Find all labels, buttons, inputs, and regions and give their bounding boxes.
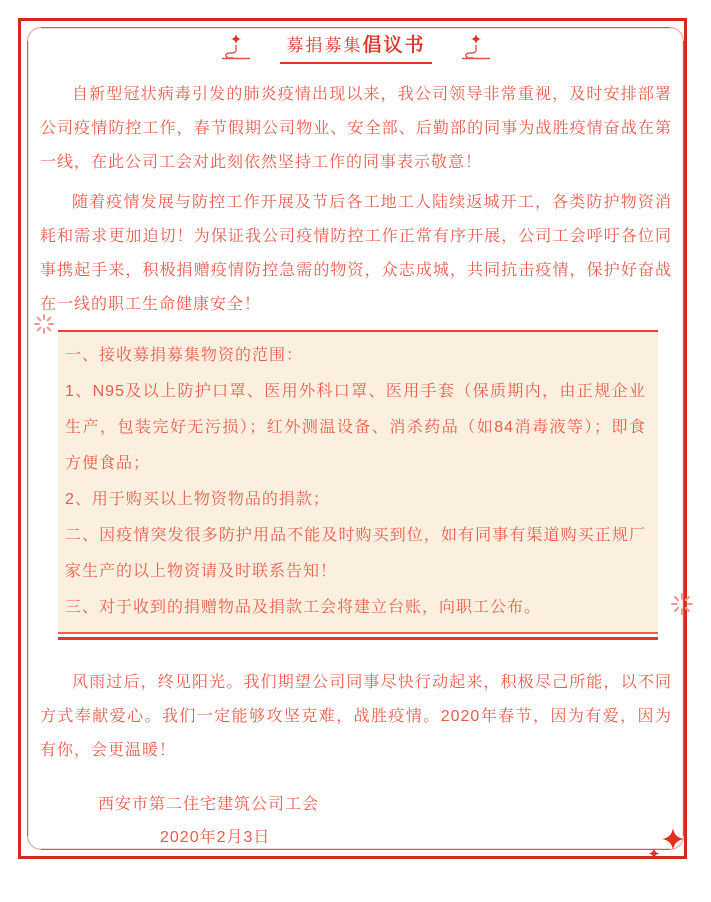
paragraph-intro: 自新型冠状病毒引发的肺炎疫情出现以来，我公司领导非常重视，及时安排部署公司疫情防控工作，春节假期公司物业、安全部、后勤部的同事为战胜疫情奋战在第一线，在此公司工会对此刻依然坚持工作的同事表示敬意！	[40, 86, 672, 171]
title-bold-part: 倡议书	[362, 35, 426, 56]
title-flourish-right-icon	[458, 33, 494, 61]
notice-item: 二、因疫情突发很多防护用品不能及时购买到位，如有同事有渠道购买正规厂家生产的以上物资请及时联系告知！	[65, 527, 646, 580]
notice-box-section	[58, 330, 658, 640]
page-title	[280, 30, 431, 64]
notice-item: 1、N95及以上防护口罩、医用外科口罩、医用手套（保质期内，由正规企业生产，包装完好无污损）；红外测温设备、消杀药品（如84消毒液等）；即食方便食品；	[65, 383, 646, 472]
notice-item: 三、对于收到的捐赠物品及捐款工会将建立台账，向职工公布。	[65, 599, 542, 616]
title-flourish-left-icon	[218, 33, 254, 61]
notice-box-bottom-rule	[58, 632, 658, 640]
letter-content	[40, 0, 672, 854]
signature-date: 2020年2月3日	[160, 829, 271, 846]
signature-organization: 西安市第二住宅建筑公司工会	[98, 796, 320, 813]
title-normal-part: 募捐募集	[286, 36, 363, 55]
notice-item: 2、用于购买以上物资物品的捐款；	[65, 491, 330, 508]
paragraph-appeal: 随着疫情发展与防控工作开展及节后各工地工人陆续返城开工，各类防护物资消耗和需求更加迫切！为保证我公司疫情防控工作正常有序开展，公司工会呼吁各位同事携起手来，积极捐赠疫情防控急需的物资，众志成城，共同抗击疫情，保护好奋战在一线的职工生命健康安全！	[40, 194, 672, 313]
notice-item: 一、接收募捐募集物资的范围：	[65, 347, 304, 364]
title-row	[40, 32, 672, 62]
paragraph-closing: 风雨过后，终见阳光。我们期望公司同事尽快行动起来，积极尽己所能，以不同方式奉献爱心。我们一定能够攻坚克难，战胜疫情。2020年春节，因为有爱，因为有你，会更温暖！	[40, 674, 672, 759]
burst-icon	[670, 592, 694, 616]
notice-box	[58, 330, 658, 632]
